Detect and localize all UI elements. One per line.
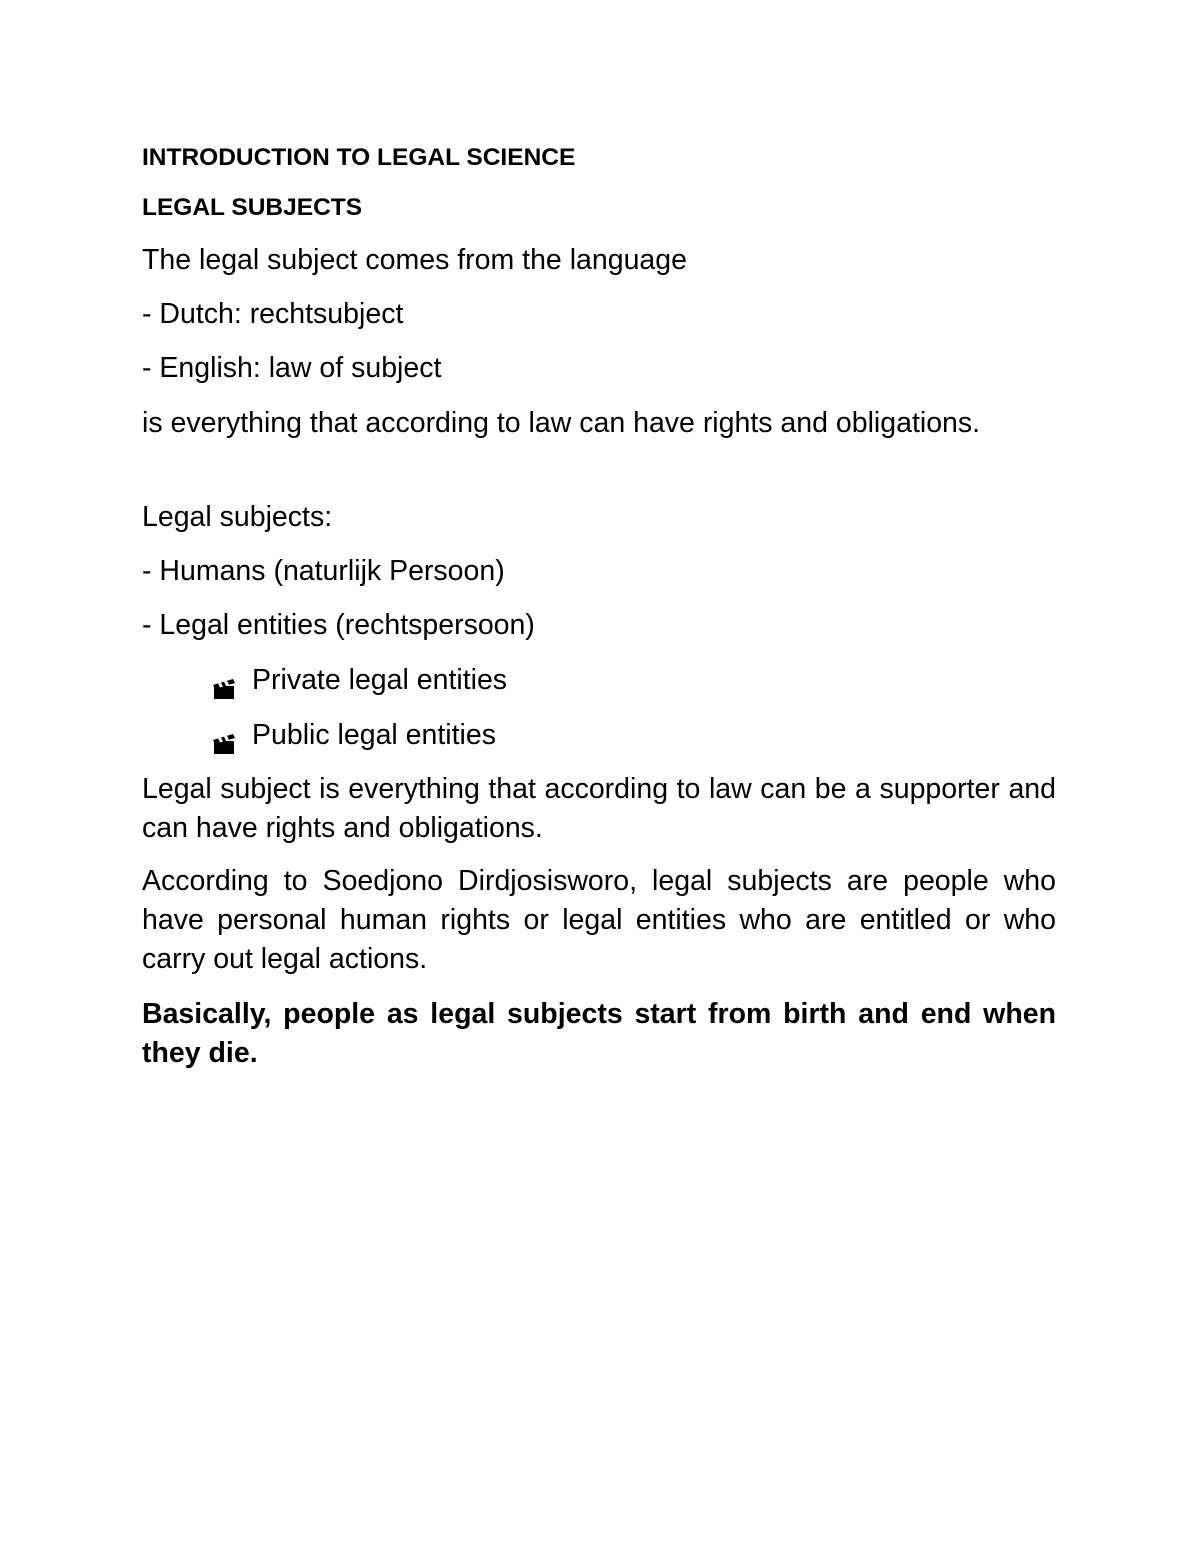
- subject-item-humans: - Humans (naturlijk Persoon): [142, 555, 505, 587]
- section-heading: LEGAL SUBJECTS: [142, 194, 363, 221]
- paragraph-legal-subject: Legal subject is everything that according to law can be a supporter and can have rights and obligations.: [142, 773, 1056, 844]
- intro-text: The legal subject comes from the language: [142, 244, 687, 276]
- language-item-english: - English: law of subject: [142, 352, 442, 384]
- subjects-label: Legal subjects:: [142, 501, 333, 533]
- definition-paragraph: is everything that according to law can have rights and obligations.: [142, 407, 981, 439]
- paragraph-soedjono: According to Soedjono Dirdjosisworo, legal subjects are people who have personal human rights or legal entities who are entitled or who carry out legal actions.: [142, 865, 1056, 975]
- entity-bullet-private: [212, 660, 507, 700]
- clapperboard-icon: [212, 671, 238, 693]
- language-item-dutch: - Dutch: rechtsubject: [142, 298, 404, 330]
- clapperboard-icon: [212, 726, 238, 748]
- document-title: INTRODUCTION TO LEGAL SCIENCE: [142, 144, 576, 171]
- entity-bullet-public: [212, 715, 496, 755]
- entity-bullet-label: Public legal entities: [252, 719, 496, 751]
- conclusion-paragraph: Basically, people as legal subjects start from birth and end when they die.: [142, 998, 1056, 1069]
- entity-bullet-label: Private legal entities: [252, 664, 508, 696]
- subject-item-legal-entities: - Legal entities (rechtspersoon): [142, 609, 535, 641]
